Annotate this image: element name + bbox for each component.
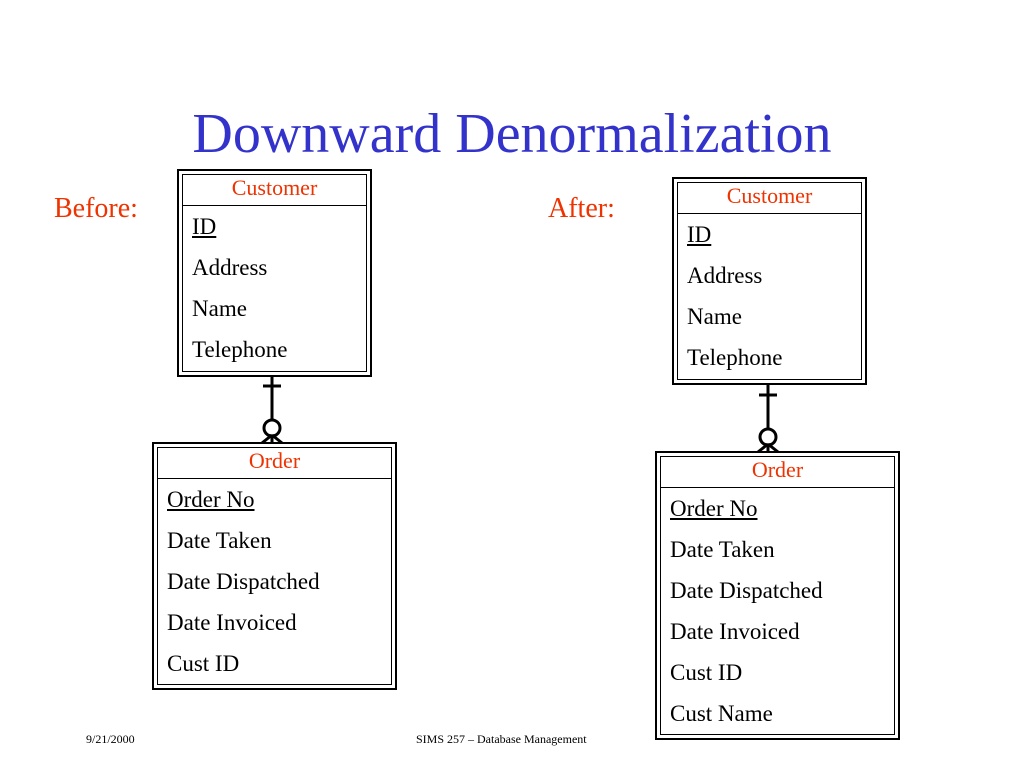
footer-course: SIMS 257 – Database Management — [416, 732, 587, 746]
entity-attribute: Date Dispatched — [670, 578, 823, 603]
entity-attribute: ID — [687, 222, 712, 247]
entity-attribute: Telephone — [687, 345, 783, 370]
footer-date: 9/21/2000 — [86, 732, 135, 746]
entity-name: Customer — [183, 175, 366, 206]
before-order-entity — [152, 442, 397, 690]
after-customer-entity — [672, 177, 867, 385]
slide-title: Downward Denormalization — [192, 103, 832, 165]
entity-attribute: Telephone — [192, 337, 288, 362]
zero-circle-mark — [760, 429, 776, 445]
entity-attribute: Cust Name — [670, 701, 773, 726]
entity-attribute: Address — [192, 255, 268, 280]
entity-attribute: Order No — [670, 496, 758, 521]
after-order-entity — [655, 451, 900, 740]
entity-attribute: Date Invoiced — [167, 610, 297, 635]
after-label: After: — [548, 193, 615, 224]
entity-attribute: ID — [192, 214, 217, 239]
entity-attribute: Name — [192, 296, 247, 321]
entity-attribute: Cust ID — [167, 651, 240, 676]
before-relationship-connector — [254, 373, 290, 445]
entity-attribute: Date Dispatched — [167, 569, 320, 594]
after-relationship-connector — [750, 382, 786, 454]
entity-attribute: Name — [687, 304, 742, 329]
before-customer-entity — [177, 169, 372, 377]
entity-name: Order — [158, 448, 391, 479]
entity-attribute: Date Taken — [167, 528, 272, 553]
before-label: Before: — [54, 193, 138, 224]
entity-attribute: Address — [687, 263, 763, 288]
entity-name: Customer — [678, 183, 861, 214]
entity-attribute: Cust ID — [670, 660, 743, 685]
entity-name: Order — [661, 457, 894, 488]
entity-attribute: Order No — [167, 487, 255, 512]
entity-attribute: Date Invoiced — [670, 619, 800, 644]
zero-circle-mark — [264, 420, 280, 436]
entity-attribute: Date Taken — [670, 537, 775, 562]
